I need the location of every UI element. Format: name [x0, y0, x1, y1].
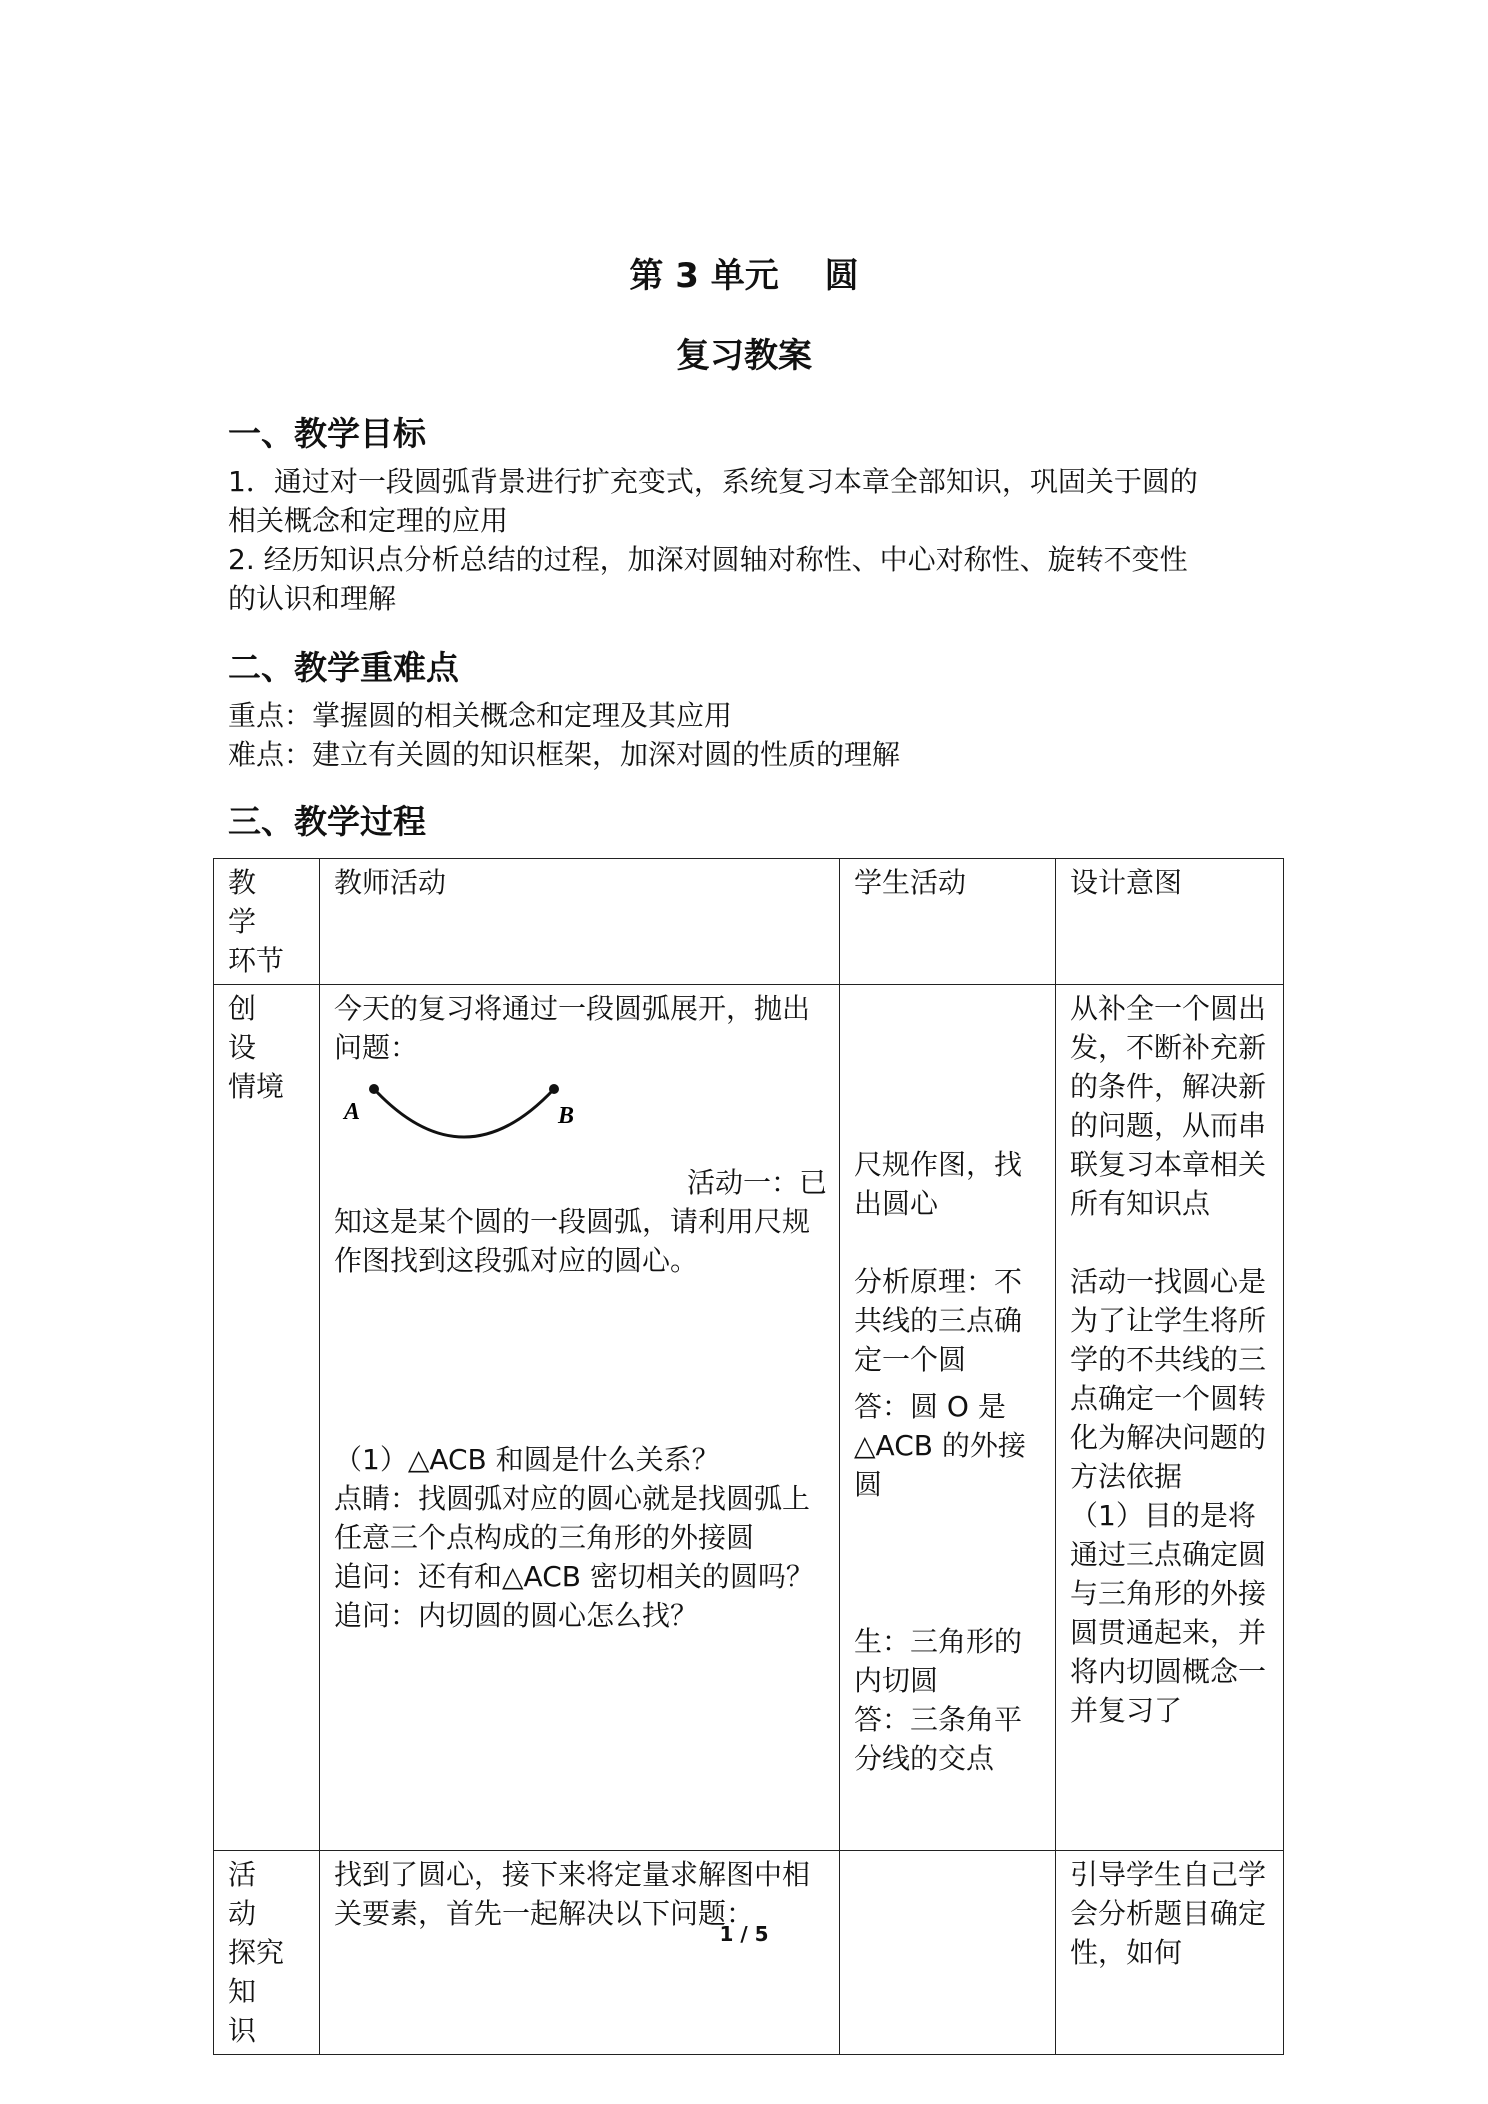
document-title: 第 3 单元 圆 — [629, 256, 859, 296]
question-one: （1）△ACB 和圆是什么关系？ — [334, 1443, 720, 1476]
stage-cell: 创 设 情境 — [214, 985, 320, 1851]
objective-line: 相关概念和定理的应用 — [228, 504, 509, 537]
point-a-label: A — [344, 1099, 361, 1125]
teacher-activity-cell — [320, 985, 840, 1851]
intent-text: （1）目的是将通过三点确定圆与三角形的外接圆贯通起来，并将内切圆概念一并复习了 — [1070, 1499, 1267, 1727]
page-number: 1 / 5 — [719, 1922, 769, 1946]
difficult-point-line: 难点：建立有关圆的知识框架，加深对圆的性质的理解 — [228, 738, 901, 771]
point-b-dot — [549, 1084, 559, 1094]
objective-line: 1．通过对一段圆弧背景进行扩充变式，系统复习本章全部知识，巩固关于圆的 — [228, 465, 1198, 498]
intent-text: 从补全一个圆出发，不断补充新的条件，解决新的问题，从而串联复习本章相关所有知识点 — [1070, 992, 1267, 1220]
student-response: 生：三角形的内切圆 — [854, 1625, 1023, 1697]
arc-figure — [334, 1067, 827, 1163]
student-response: 答：三条角平分线的交点 — [854, 1703, 1023, 1775]
point-b-label: B — [558, 1103, 575, 1129]
follow-up-question: 追问：内切圆的圆心怎么找？ — [334, 1599, 699, 1632]
student-activity-cell — [840, 1851, 1056, 2055]
point-a-dot — [369, 1084, 379, 1094]
header-student: 学生活动 — [840, 859, 1056, 985]
activity-one-text: 知这是某个圆的一段圆弧，请利用尺规作图找到这段弧对应的圆心。 — [334, 1205, 811, 1277]
design-intent-cell: 引导学生自己学会分析题目确定性，如何 — [1056, 1851, 1284, 2055]
activity-one-lead: 活动一：已 — [686, 1166, 827, 1199]
student-response: 分析原理：不共线的三点确定一个圆 — [854, 1265, 1023, 1376]
arc-path — [374, 1089, 554, 1137]
student-response: 答：圆 O 是△ACB 的外接圆 — [854, 1390, 1026, 1501]
arc-diagram — [334, 1067, 664, 1163]
table-row — [214, 1851, 1284, 2055]
key-point-line: 重点：掌握圆的相关概念和定理及其应用 — [228, 699, 733, 732]
objectives-text — [228, 462, 1268, 618]
teacher-intro: 今天的复习将通过一段圆弧展开，抛出问题： — [334, 992, 811, 1064]
follow-up-question: 追问：还有和△ACB 密切相关的圆吗？ — [334, 1560, 814, 1593]
section-heading-process: 三、教学过程 — [228, 802, 426, 841]
document-subtitle: 复习教案 — [676, 336, 812, 376]
table-row — [214, 985, 1284, 1851]
objective-line: 的认识和理解 — [228, 582, 397, 615]
intent-text: 活动一找圆心是为了让学生将所学的不共线的三点确定一个圆转化为解决问题的方法依据 — [1070, 1265, 1267, 1493]
header-stage: 教 学 环节 — [214, 859, 320, 985]
student-activity-cell — [840, 985, 1056, 1851]
design-intent-cell — [1056, 985, 1284, 1851]
student-response: 尺规作图，找出圆心 — [854, 1148, 1023, 1220]
header-intent: 设计意图 — [1056, 859, 1284, 985]
key-points-text — [228, 696, 1268, 774]
section-heading-objectives: 一、教学目标 — [228, 414, 426, 453]
stage-cell: 活 动 探究 知 识 — [214, 1851, 320, 2055]
table-header-row — [214, 859, 1284, 985]
section-heading-key-points: 二、教学重难点 — [228, 648, 459, 687]
teaching-process-table — [213, 858, 1284, 2055]
objective-line: 2. 经历知识点分析总结的过程，加深对圆轴对称性、中心对称性、旋转不变性 — [228, 543, 1188, 576]
teacher-activity-cell: 找到了圆心，接下来将定量求解图中相关要素，首先一起解决以下问题： — [320, 1851, 840, 2055]
hint-text: 点睛：找圆弧对应的圆心就是找圆弧上任意三个点构成的三角形的外接圆 — [334, 1482, 811, 1554]
header-teacher: 教师活动 — [320, 859, 840, 985]
